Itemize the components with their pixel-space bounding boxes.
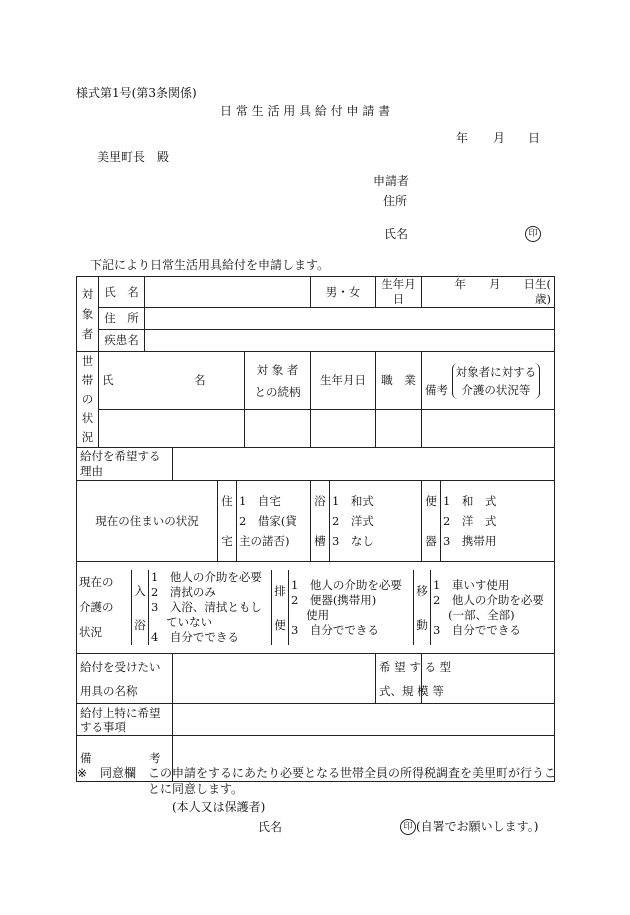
equipment-model-label: 希 望 す る 型 式、規 模 等	[376, 654, 422, 704]
note-detail-bracket: 対象者に対する 介護の状況等	[452, 363, 541, 399]
household-name-header: 氏 名	[99, 352, 245, 410]
consent-mark: ※	[77, 766, 88, 780]
consent-name-label[interactable]: 氏名	[258, 820, 283, 834]
application-table	[76, 276, 575, 782]
care-bath-options[interactable]: 1 他人の介助を必要 2 清拭のみ 3 入浴、清拭ともし ていない 4 自分でできる	[149, 570, 272, 645]
applicant-label: 申請者	[373, 174, 410, 188]
reason-field[interactable]	[173, 448, 555, 481]
toilet-side-label: 便 器	[422, 481, 441, 561]
household-note-header: 備考 対象者に対する 介護の状況等	[422, 352, 555, 410]
care-bath-side-label: 入 浴	[132, 570, 149, 645]
form-title: 日 常 生 活 用 具 給 付 申 請 書	[220, 104, 391, 118]
subject-name-label: 氏 名	[99, 277, 145, 308]
consent-note: (自署でお願いします。)	[416, 819, 539, 834]
equipment-name-field[interactable]	[173, 654, 376, 704]
bath-tub-cell[interactable]	[311, 481, 422, 562]
applicant-name-label[interactable]: 氏名	[384, 227, 409, 241]
subject-name-field[interactable]	[145, 277, 311, 308]
special-request-label: 給付上特に希望 する事項	[77, 704, 173, 736]
reason-label: 給付を希望する理由	[77, 448, 173, 481]
housing-side-label: 住 宅	[218, 481, 237, 561]
household-relation-header: 対 象 者 との続柄	[245, 352, 311, 410]
form-number: 様式第1号(第3条関係)	[76, 86, 197, 100]
household-dob-header: 生年月日	[311, 352, 376, 410]
intro-text: 下記により日常生活用具給付を申請します。	[90, 258, 330, 272]
residence-label-row	[77, 481, 311, 562]
seal-mark: 印	[525, 226, 541, 242]
subject-dob-label: 生年月日	[376, 277, 422, 308]
bathtub-side-label: 浴 槽	[311, 481, 330, 561]
consent-line-1: 同意欄 この申請をするにあたり必要となる世帯全員の所得税調査を美里町が行うこ	[100, 766, 557, 780]
toilet-options[interactable]: 1 和 式 2 洋 式 3 携帯用	[443, 494, 497, 548]
household-dob-cell[interactable]	[311, 410, 376, 448]
care-row	[77, 562, 555, 654]
household-note-cell[interactable]	[422, 410, 555, 448]
date-day[interactable]: 日	[528, 131, 541, 145]
care-move-side-label: 移 動	[414, 570, 431, 645]
care-excretion-options[interactable]: 1 他人の介助を必要 2 便器(携帯用) 使用 3 自分でできる	[289, 570, 414, 645]
household-name-cell[interactable]	[99, 410, 245, 448]
residence-label: 現在の住まいの状況	[95, 513, 199, 528]
subject-side-label: 対 象 者	[77, 277, 99, 352]
household-job-header: 職 業	[376, 352, 422, 410]
date-year[interactable]: 年	[456, 131, 469, 145]
care-excretion-side-label: 排 便	[272, 570, 289, 645]
consent-line-2: とに同意します。	[148, 782, 244, 796]
special-request-field[interactable]	[173, 704, 555, 736]
care-move-options[interactable]: 1 車いす使用 2 他人の介助を必要 (一部、全部) 3 自分でできる	[431, 570, 555, 645]
date-month[interactable]: 月	[493, 131, 506, 145]
household-side-label: 世 帯 の 状 況	[77, 352, 99, 448]
toilet-cell[interactable]	[422, 481, 555, 562]
consent-seal-mark: 印	[400, 819, 416, 835]
consent-signer-type: (本人又は保護者)	[172, 800, 266, 814]
care-label: 現在の 介護の 状況	[79, 575, 114, 639]
household-relation-cell[interactable]	[245, 410, 311, 448]
equipment-name-label: 給付を受けたい 用具の名称	[77, 654, 173, 704]
applicant-address-label[interactable]: 住所	[383, 194, 408, 208]
household-job-cell[interactable]	[376, 410, 422, 448]
subject-address-field[interactable]	[145, 308, 555, 330]
subject-dob-field[interactable]: 年 月 日生( 歳)	[422, 277, 555, 308]
bathtub-options[interactable]: 1 和式 2 洋式 3 なし	[332, 494, 374, 548]
housing-options[interactable]: 1 自宅 2 借家(貸主の諾否)	[239, 494, 297, 548]
subject-disease-field[interactable]	[145, 330, 555, 352]
subject-gender[interactable]: 男・女	[311, 277, 376, 308]
remarks-label: 備 考	[77, 736, 173, 782]
addressee: 美里町長 殿	[97, 150, 170, 164]
subject-disease-label: 疾患名	[99, 330, 145, 352]
subject-address-label: 住 所	[99, 308, 145, 330]
